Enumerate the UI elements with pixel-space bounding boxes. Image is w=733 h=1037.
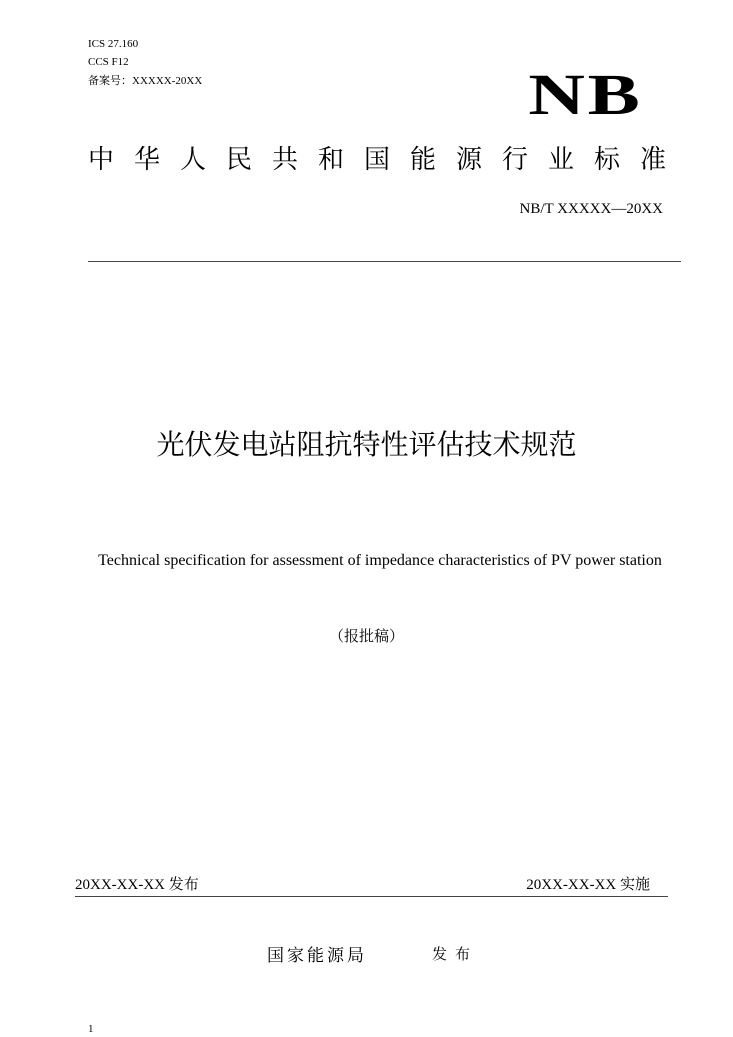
ccs-code: CCS F12 — [88, 56, 129, 68]
bottom-divider — [75, 896, 668, 897]
standard-name: 中华人民共和国能源行业标准 — [88, 145, 687, 175]
publish-label: 发布 — [432, 945, 479, 963]
page-number: 1 — [88, 1023, 94, 1035]
top-divider — [88, 261, 681, 262]
issuing-authority: 国家能源局 — [267, 946, 367, 966]
document-title-en: Technical specification for assessment of impedance characteristics of PV power station — [98, 552, 662, 569]
issue-date: 20XX-XX-XX 发布 — [75, 877, 199, 893]
nb-logo: NB — [528, 62, 643, 127]
implementation-date: 20XX-XX-XX 实施 — [526, 877, 650, 893]
ics-code: ICS 27.160 — [88, 38, 139, 50]
record-number: 备案号：XXXXX-20XX — [88, 75, 203, 87]
draft-status: （报批稿） — [328, 627, 404, 645]
standard-code: NB/T XXXXX—20XX — [519, 201, 663, 217]
document-title-cn: 光伏发电站阻抗特性评估技术规范 — [156, 428, 577, 461]
